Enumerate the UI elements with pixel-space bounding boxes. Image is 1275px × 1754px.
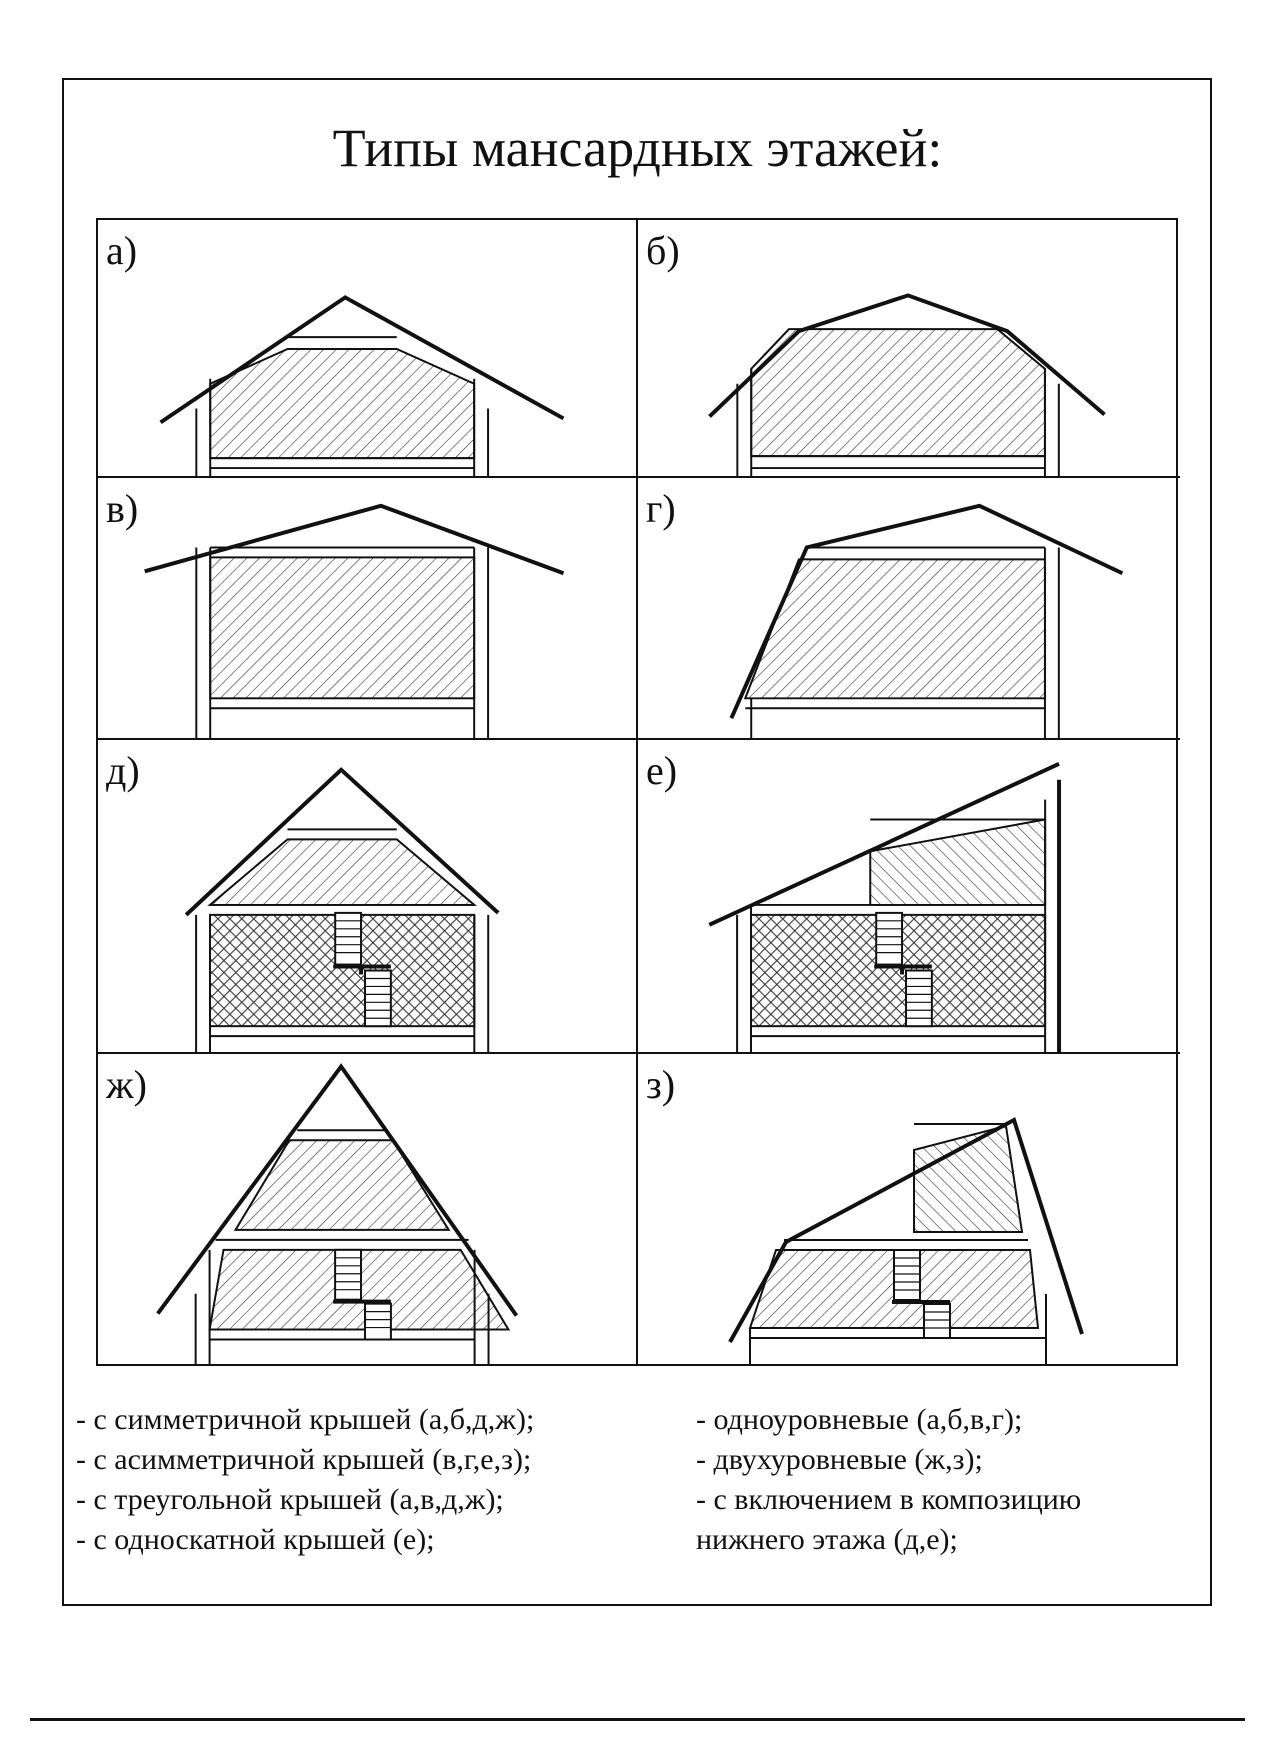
section-drawing-d — [98, 740, 636, 1052]
note-item: - с треугольной крышей (а,в,д,ж); — [76, 1483, 504, 1516]
note-item: - с односкатной крышей (е); — [76, 1523, 435, 1556]
panel-g — [638, 478, 1180, 740]
panel-label-d: д) — [106, 748, 140, 793]
panel-label-v: в) — [106, 486, 139, 531]
note-item: - двухуровневые (ж,з); — [696, 1443, 983, 1476]
notes-right — [696, 1400, 1081, 1560]
panel-label-zh: ж) — [106, 1062, 147, 1107]
section-drawing-g — [638, 478, 1180, 738]
note-item: - одноуровневые (а,б,в,г); — [696, 1403, 1023, 1436]
panel-label-z: з) — [646, 1062, 676, 1107]
panel-z — [638, 1054, 1180, 1366]
section-drawing-a — [98, 220, 636, 476]
note-item: - с включением в композицию — [696, 1483, 1082, 1516]
panel-label-b: б) — [646, 228, 680, 273]
section-drawing-v — [98, 478, 636, 738]
page-title: Типы мансардных этажей: — [332, 118, 943, 178]
note-item: - с асимметричной крышей (в,г,е,з); — [76, 1443, 532, 1476]
panel-a — [98, 220, 638, 478]
section-drawing-z — [638, 1054, 1180, 1366]
bottom-rule — [30, 1718, 1245, 1721]
panel-label-g: г) — [646, 486, 676, 531]
diagram-grid — [96, 218, 1178, 1366]
panel-e — [638, 740, 1180, 1054]
panel-b — [638, 220, 1180, 478]
note-item: нижнего этажа (д,е); — [696, 1523, 958, 1556]
note-item: - с симметричной крышей (а,б,д,ж); — [76, 1403, 535, 1436]
panel-zh — [98, 1054, 638, 1366]
notes-left — [76, 1400, 534, 1560]
section-drawing-b — [638, 220, 1180, 476]
panel-d — [98, 740, 638, 1054]
panel-label-e: е) — [646, 748, 678, 793]
section-drawing-zh — [98, 1054, 636, 1366]
panel-v — [98, 478, 638, 740]
section-drawing-e — [638, 740, 1180, 1052]
panel-label-a: а) — [106, 228, 138, 273]
attic-hatched-area — [210, 349, 474, 458]
